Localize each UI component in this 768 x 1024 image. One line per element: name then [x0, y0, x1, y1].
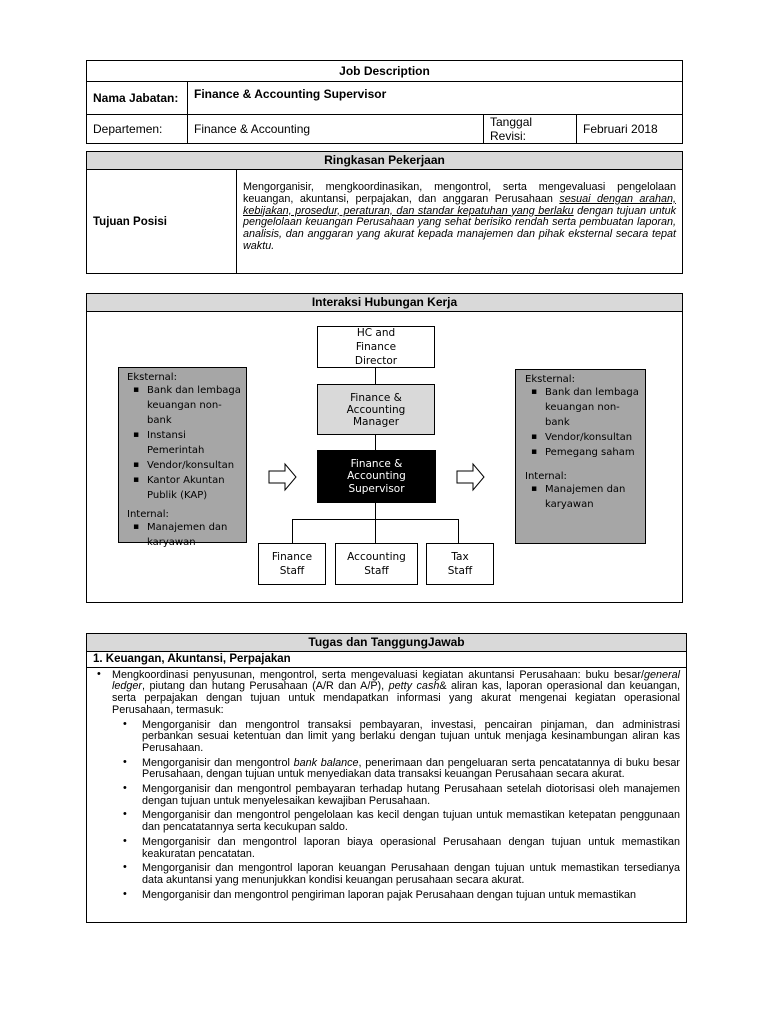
left-arrow-icon	[268, 462, 298, 492]
finance-staff-node: Finance Staff	[258, 543, 326, 585]
interaction-heading: Interaksi Hubungan Kerja	[87, 294, 682, 312]
department-value: Finance & Accounting	[188, 115, 484, 144]
connector-line	[375, 368, 376, 384]
left-external-list	[127, 383, 242, 503]
bullet-icon: •	[123, 887, 127, 900]
position-value: Finance & Accounting Supervisor	[188, 82, 683, 115]
bullet-icon: •	[123, 861, 127, 874]
list-item: ▪ Manajemen dan karyawan	[531, 482, 641, 512]
right-external-label: Eksternal:	[525, 374, 575, 385]
list-item: • Mengorganisir dan mengontrol pengiriman laporan pajak Perusahaan dengan tujuan untuk memastikan	[123, 887, 636, 901]
bullet-icon: •	[123, 755, 127, 768]
list-item: ▪ Bank dan lembaga keuangan non-bank	[531, 385, 641, 430]
tax-staff-node: Tax Staff	[426, 543, 494, 585]
list-item: ▪ Bank dan lembaga keuangan non-bank	[133, 383, 242, 428]
objective-text-part2: sesuai dengan arahan, kebijakan, prosedur, peraturan, dan standar kepatuhan yang berlaku	[243, 192, 676, 217]
bullet-icon: •	[123, 782, 127, 795]
revision-label: Tanggal Revisi:	[484, 115, 577, 144]
left-internal-label: Internal:	[127, 509, 169, 520]
list-item: • Mengorganisir dan mengontrol pembayaran terhadap hutang Perusahaan setelah diotorisasi oleh manajemen dengan tujuan untuk menyelesaikan kewajiban Perusahaan.	[123, 782, 680, 807]
duties-heading: Tugas dan TanggungJawab	[87, 634, 686, 652]
bullet-icon: •	[97, 667, 101, 680]
objective-text-part1: Mengorganisir, mengkoordinasikan, mengontrol, serta mengevaluasi pengelolaan keuangan, akuntansi, perpajakan, dan anggaran Perusahaan	[243, 181, 676, 205]
manager-node: Finance & Accounting Manager	[317, 384, 435, 435]
objective-label: Tujuan Posisi	[87, 170, 237, 274]
right-arrow-icon	[456, 462, 486, 492]
bullet-icon: •	[123, 808, 127, 821]
supervisor-node: Finance & Accounting Supervisor	[317, 450, 436, 503]
list-item: • Mengorganisir dan mengontrol laporan keuangan Perusahaan dengan tujuan untuk memastikan tersedianya data akuntansi yang menunjukkan kondisi keuangan perusahaan secara akurat.	[123, 861, 680, 886]
duties-section	[86, 633, 687, 923]
left-internal-list	[127, 520, 242, 550]
connector-line	[458, 519, 459, 543]
right-external-list	[525, 385, 641, 460]
left-stakeholders-box	[118, 367, 247, 548]
objective-text-part3: dengan tujuan untuk pengelolaan keuangan Perusahaan yang sehat berisiko rendah serta pembuatan laporan, analisis, dan anggaran yang akurat kepada manajemen dan pihak eksternal secara tepat waktu.	[243, 204, 676, 252]
connector-line	[375, 503, 376, 520]
list-item: ▪ Kantor Akuntan Publik (KAP)	[133, 473, 242, 503]
list-item: ▪ Vendor/konsultan	[531, 430, 641, 445]
list-item: ▪ Pemegang saham	[531, 445, 641, 460]
list-item: ▪ Manajemen dan karyawan	[133, 520, 242, 550]
list-item: • Mengorganisir dan mengontrol bank balance, penerimaan dan pengeluaran serta pencatatannya di buku besar Perusahaan, dengan tujuan untuk menyediakan data transaksi keuangan Perusahaan secara akurat.	[123, 755, 680, 781]
summary-section	[86, 151, 683, 274]
connector-line	[375, 519, 376, 543]
list-item: • Mengkoordinasi penyusunan, mengontrol, serta mengevaluasi kegiatan akuntansi Perusahaan: buku besar/general ledger, piutang dan hutang Perusahaan (A/R dan A/P), petty cash& aliran kas, laporan operasional dan keuangan, serta perpajakan dengan tujuan untuk mendapatkan informasi yang akurat mengenai kegiatan operasional Perusahaan, termasuk:	[97, 667, 680, 716]
list-item: • Mengorganisir dan mengontrol transaksi pembayaran, investasi, pencairan pinjaman, dan administrasi perbankan sesuai ketentuan dan limit yang berlaku dengan tujuan untuk menjaga kesinambungan aliran kas Perusahaan.	[123, 717, 680, 754]
connector-line	[292, 519, 293, 543]
department-label: Departemen:	[87, 115, 188, 144]
connector-line	[375, 435, 376, 450]
document-title: Job Description	[87, 61, 683, 82]
left-external-label: Eksternal:	[127, 372, 177, 383]
position-label: Nama Jabatan:	[87, 82, 188, 115]
list-item: • Mengorganisir dan mengontrol laporan biaya operasional Perusahaan dengan tujuan untuk memastikan keakuratan pencatatan.	[123, 834, 680, 860]
list-item: • Mengorganisir dan mengontrol pengelolaan kas kecil dengan tujuan untuk memastikan ketepatan penggunaan dan pencatatannya serta kecukupan saldo.	[123, 808, 680, 834]
bullet-icon: •	[123, 834, 127, 847]
list-item: ▪ Vendor/konsultan	[133, 458, 242, 473]
bullet-icon: •	[123, 717, 127, 730]
summary-heading: Ringkasan Pekerjaan	[87, 152, 682, 170]
director-node: HC and Finance Director	[317, 326, 435, 368]
objective-text	[237, 170, 682, 274]
right-stakeholders-box	[515, 369, 646, 544]
revision-value: Februari 2018	[577, 115, 683, 144]
right-internal-label: Internal:	[525, 471, 567, 482]
duties-subheading: 1. Keuangan, Akuntansi, Perpajakan	[87, 652, 686, 668]
list-item: ▪ Instansi Pemerintah	[133, 428, 242, 458]
header-table	[86, 60, 683, 144]
right-internal-list	[525, 482, 641, 512]
accounting-staff-node: Accounting Staff	[335, 543, 418, 585]
